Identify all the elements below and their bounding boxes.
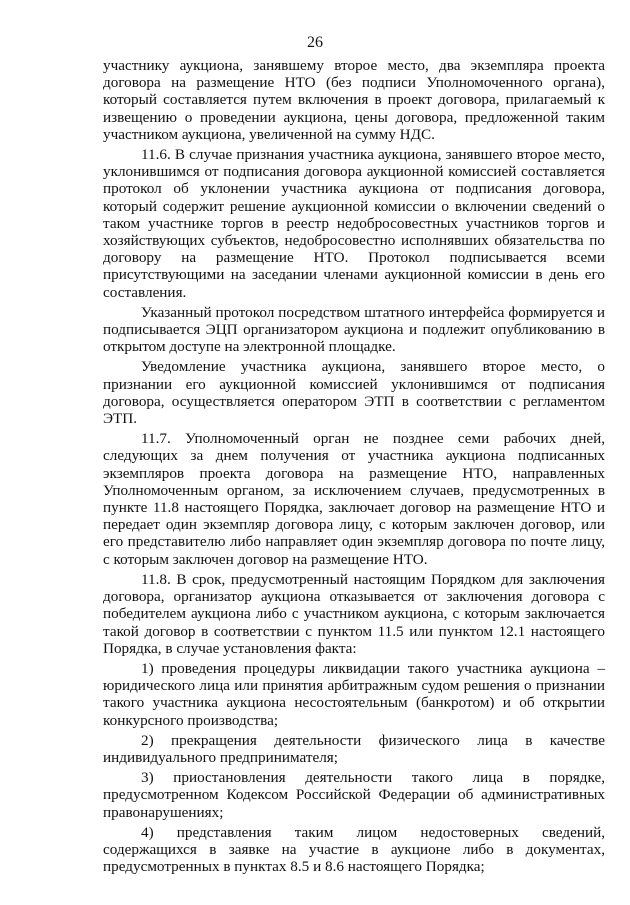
- paragraph-11-8: 11.8. В срок, предусмотренный настоящим Порядком для заключения договора, организатор аукциона отказывается от заключения договора с победителем аукциона либо с участником аукциона, с которым заключается такой договор в соответствии с пунктом 11.5 или пунктом 12.1 настоящего Порядка, в случае установления факта:: [103, 570, 605, 657]
- list-item-1: 1) проведения процедуры ликвидации такого участника аукциона – юридического лица или принятия арбитражным судом решения о признании такого участника аукциона несостоятельным (банкротом) и об открытии конкурсного производства;: [103, 659, 605, 729]
- list-item-2: 2) прекращения деятельности физического лица в качестве индивидуального предпринимателя;: [103, 731, 605, 766]
- page-number: 26: [307, 34, 323, 51]
- document-body: [103, 57, 605, 878]
- paragraph-11-7: 11.7. Уполномоченный орган не позднее семи рабочих дней, следующих за днем получения от участника аукциона подписанных экземпляров проекта договора на размещение НТО, направленных Уполномоченным органом, за исключением случаев, предусмотренных в пункте 11.8 настоящего Порядка, заключает договор на размещение НТО и передает один экземпляр договора лицу, с которым заключен договор, или его представителю либо направляет один экземпляр договора по почте лицу, с которым заключен договор на размещение НТО.: [103, 430, 605, 568]
- paragraph-continuation: участнику аукциона, занявшему второе место, два экземпляра проекта договора на размещение НТО (без подписи Уполномоченного органа), который составляется путем включения в проект договора, прилагаемый к извещению о проведении аукциона, цены договора, предложенной таким участником аукциона, увеличенной на сумму НДС.: [103, 57, 605, 143]
- paragraph-11-6: 11.6. В случае признания участника аукциона, занявшего второе место, уклонившимся от подписания договора аукционной комиссией составляется протокол об уклонении участника аукциона от подписания договора, который содержит решение аукционной комиссии о включении сведений о таком участнике торгов в реестр недобросовестных участников торгов и хозяйствующих субъектов, недобросовестно исполнявших обязательства по договору на размещение НТО. Протокол подписывается всеми присутствующими на заседании членами аукционной комиссии в день его составления.: [103, 146, 605, 301]
- paragraph-notification: Уведомление участника аукциона, занявшего второе место, о признании его аукционной комиссией уклонившимся от подписания договора, осуществляется оператором ЭТП в соответствии с регламентом ЭТП.: [103, 358, 605, 428]
- paragraph-protocol: Указанный протокол посредством штатного интерфейса формируется и подписывается ЭЦП организатором аукциона и подлежит опубликованию в открытом доступе на электронной площадке.: [103, 303, 605, 356]
- list-item-3: 3) приостановления деятельности такого лица в порядке, предусмотренном Кодексом Российской Федерации об административных правонарушениях;: [103, 769, 605, 821]
- list-item-4: 4) представления таким лицом недостоверных сведений, содержащихся в заявке на участие в аукционе либо в документах, предусмотренных в пунктах 8.5 и 8.6 настоящего Порядка;: [103, 823, 605, 876]
